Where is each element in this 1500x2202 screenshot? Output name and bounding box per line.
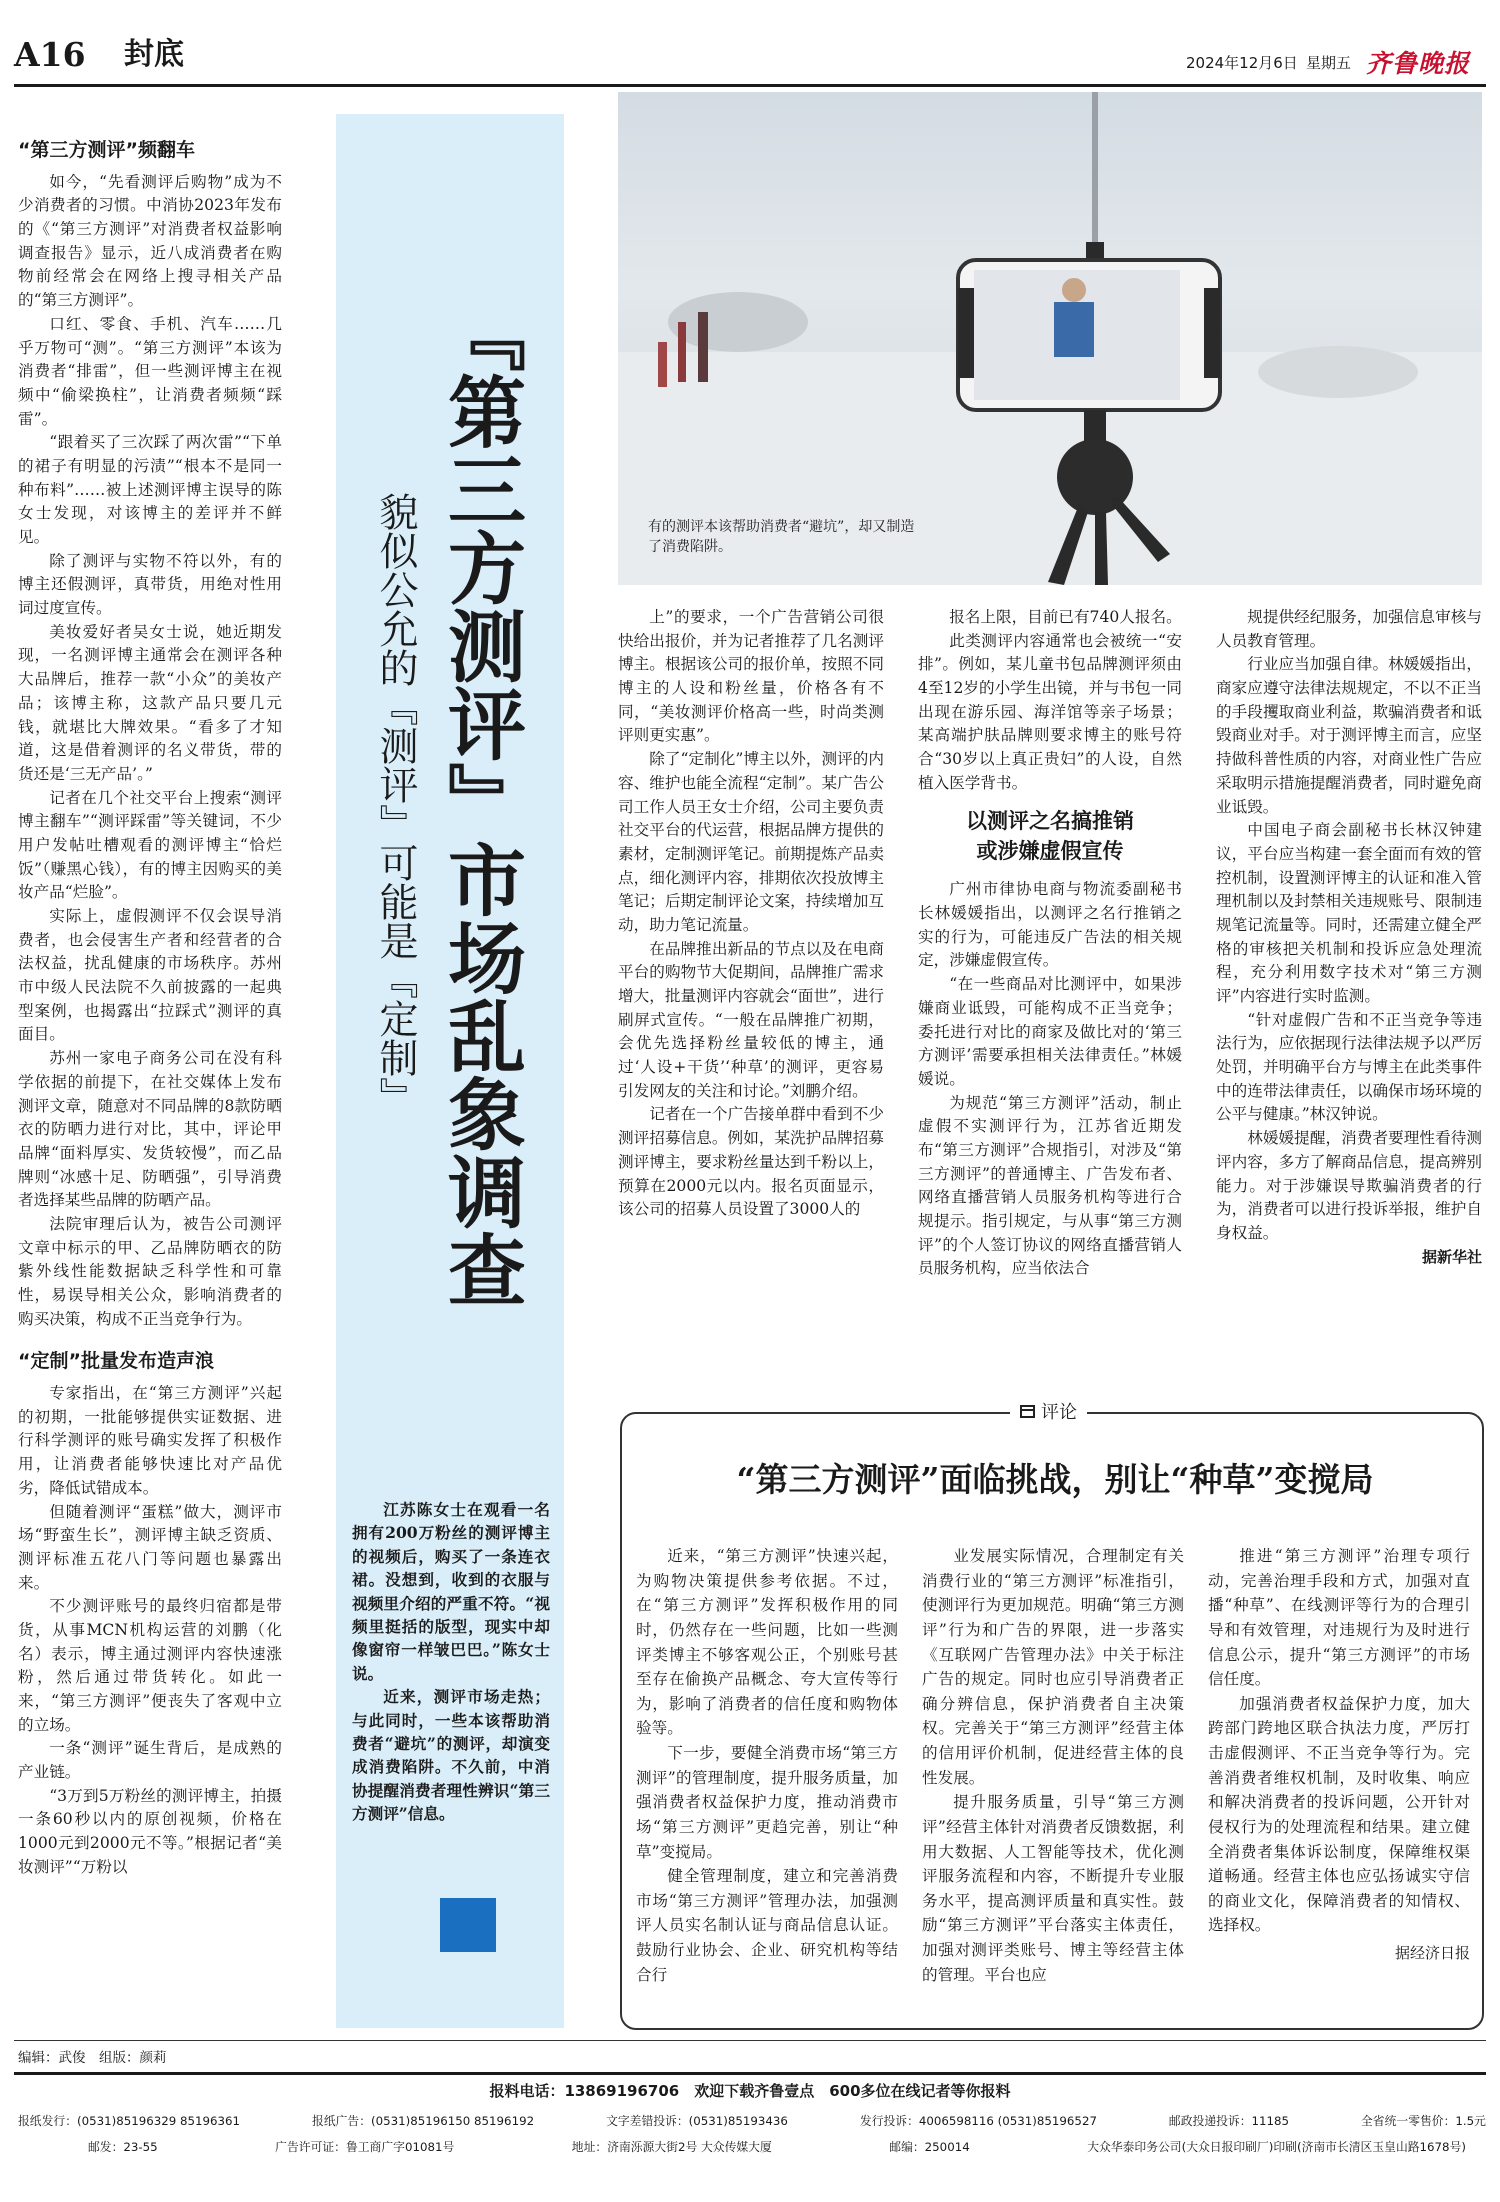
commentary-column-1 <box>636 1544 898 1987</box>
intro-paragraph: 近来，测评市场走热；与此同时，一些本该帮助消费者“避坑”的测评，却演变成消费陷阱。不久前，中消协提醒消费者理性辨识“第三方测评”信息。 <box>352 1687 550 1824</box>
commentary-column-2 <box>922 1544 1184 1987</box>
article-paragraph: 林媛媛提醒，消费者要理性看待测评内容，多方了解商品信息，提高辨别能力。对于涉嫌误导欺骗消费者的行为，消费者可以进行投诉举报，维护自身权益。 <box>1216 1129 1482 1242</box>
article-paragraph: 除了“定制化”博主以外，测评的内容、维护也能全流程“定制”。某广告公司工作人员王女士介绍，公司主要负责社交平台的代运营，根据品牌方提供的素材，定制测评笔记。前期提炼产品卖点，细化测评内容，排期依次投放博主笔记；后期定制评论文案，持续增加互动，助力笔记流量。 <box>618 750 884 934</box>
article-paragraph: 记者在一个广告接单群中看到不少测评招募信息。例如，某洗护品牌招募测评博主，要求粉丝量达到千粉以上，预算在2000元以内。报名页面显示，该公司的招募人员设置了3000人的 <box>618 1105 884 1219</box>
source-credit: 据新华社 <box>1421 1247 1482 1266</box>
column-5-paragraphs <box>1216 606 1482 1246</box>
column-1-paragraphs-a <box>18 171 282 1332</box>
article-paragraph: 口红、零食、手机、汽车……几乎万物可“测”。“第三方测评”本该为消费者“排雷”，但一些测评博主在视频中“偷梁换柱”，让消费者频频“踩雷”。 <box>18 314 282 428</box>
hotline-banner: 报料电话：13869196706 欢迎下载齐鲁壹点 600多位在线记者等你报料 <box>489 2082 1011 2100</box>
article-paragraph: 除了测评与实物不符以外，有的博主还假测评，真带货，用绝对性用词过度宣传。 <box>18 551 282 618</box>
intro-paragraph: 江苏陈女士在观看一名拥有200万粉丝的测评博主的视频后，购买了一条连衣裙。没想到，收到的衣服与视频里介绍的严重不符。“视频里挺括的版型，现实中却像窗帘一样皱巴巴。”陈女士说。 <box>352 1500 550 1683</box>
article-paragraph: 此类测评内容通常也会被统一“安排”。例如，某儿童书包品牌测评须由4至12岁的小学生出镜，并与书包一同出现在游乐园、海洋馆等亲子场景；某高端护肤品牌则要求博主的账号符合“30岁以上真正贵妇”的人设，自然植入医学背书。 <box>918 631 1182 792</box>
footer-imprint <box>18 2138 1486 2155</box>
footer-contacts <box>18 2112 1486 2129</box>
commentary-paragraph: 下一步，要健全消费市场“第三方测评”的管理制度，提升服务质量，加强消费者权益保护力度，推动消费市场“第三方测评”更趋完善，别让“种草”变搅局。 <box>636 1744 898 1861</box>
commentary-paragraph: 推进“第三方测评”治理专项行动，完善治理手段和方式，加强对直播“种草”、在线测评等行为的合理引导和有效管理，对违规行为及时进行信息公示，提升“第三方测评”的市场信任度。 <box>1208 1547 1470 1689</box>
tripod-phone-illustration <box>618 92 1482 585</box>
article-paragraph: 专家指出，在“第三方测评”兴起的初期，一批能够提供实证数据、进行科学测评的账号确实发挥了积极作用，让消费者能够快速比对产品优劣，降低试错成本。 <box>18 1384 282 1497</box>
intro-box <box>352 1498 550 1825</box>
column-1-paragraphs-b <box>18 1382 282 1879</box>
article-paragraph: 在品牌推出新品的节点以及在电商平台的购物节大促期间，品牌推广需求增大，批量测评内容就会“面世”，进行刷屏式宣传。“一般在品牌推广初期，会优先选择粉丝量较低的博主，通过‘人设+干货’‘种草’的测评，更容易引发网友的关注和讨论。”刘鹏介绍。 <box>618 939 884 1100</box>
column-4-paragraphs-a <box>918 606 1182 796</box>
article-paragraph: “跟着买了三次踩了两次雷”“下单的裙子有明显的污渍”“根本不是同一种布料”……被上述测评博主误导的陈女士发现，对该博主的差评并不鲜见。 <box>18 433 282 546</box>
footer-contact-item: 报纸发行：(0531)85196329 85196361 <box>18 2114 241 2128</box>
article-paragraph: “在一些商品对比测评中，如果涉嫌商业诋毁，可能构成不正当竞争；委托进行对比的商家及做比对的‘第三方测评’需要承担相关法律责任。”林媛媛说。 <box>918 975 1182 1088</box>
commentary-column-3-paragraphs <box>1208 1544 1470 1938</box>
commentary-paragraph: 业发展实际情况，合理制定有关消费行业的“第三方测评”标准指引，使测评行为更加规范。明确“第三方测评”行为和广告的界限，进一步落实《互联网广告管理办法》中关于标注广告的规定。同时也应引导消费者正确分辨信息，保护消费者自主决策权。完善关于“第三方测评”经营主体的信用评价机制，促进经营主体的良性发展。 <box>922 1547 1184 1787</box>
footer-contact-item: 全省统一零售价：1.5元 <box>1361 2114 1486 2128</box>
issue-date: 2024年12月6日 <box>1186 54 1298 72</box>
column-1 <box>18 134 282 1880</box>
commentary-tag-label: 评论 <box>1041 1402 1077 1423</box>
photo-caption: 有的测评本该帮助消费者“避坑”，却又制造了消费陷阱。 <box>648 519 915 556</box>
commentary-column-3 <box>1208 1544 1470 1966</box>
main-headline: 『第三方测评』市场乱象调查 <box>435 294 526 1308</box>
commentary-tag <box>1010 1398 1087 1424</box>
footer-imprint-item: 邮发：23-55 <box>88 2140 158 2154</box>
footer-contact-item: 文字差错投诉：(0531)85193436 <box>606 2114 788 2128</box>
article-paragraph: 记者在几个社交平台上搜索“测评博主翻车”“测评踩雷”等关键词，不少用户发帖吐槽观看的测评博主“恰烂饭”（赚黑心钱），有的博主因购买的美妆产品“烂脸”。 <box>18 788 282 902</box>
article-paragraph: 不少测评账号的最终归宿都是带货，从事MCN机构运营的刘鹏（化名）表示，博主通过测评内容快速涨粉，然后通过带货转化。如此一来，“第三方测评”便丧失了客观中立的立场。 <box>18 1597 282 1734</box>
column-3 <box>618 606 884 1222</box>
subheading-2: “定制”批量发布造声浪 <box>18 1350 214 1373</box>
subheading-3: 以测评之名搞推销 或涉嫌虚假宣传 <box>966 807 1134 863</box>
issue-weekday: 星期五 <box>1306 54 1352 72</box>
commentary-title: “第三方测评”面临挑战，别让“种草”变搅局 <box>736 1460 1374 1499</box>
comment-icon <box>1020 1405 1035 1418</box>
commentary-paragraph: 健全管理制度，建立和完善消费市场“第三方测评”管理办法，加强测评人员实名制认证与商品信息认证。鼓励行业协会、企业、研究机构等结合行 <box>636 1867 898 1984</box>
column-4-paragraphs-b <box>918 878 1182 1281</box>
article-paragraph: “针对虚假广告和不正当竞争等违法行为，应依据现行法律法规予以严厉处罚，并明确平台方与博主在此类事件中的连带法律责任，以确保市场环境的公平与健康。”林汉钟说。 <box>1216 1010 1482 1124</box>
editor-credits: 编辑：武俊 组版：颜莉 <box>18 2050 167 2066</box>
commentary-source: 据经济日报 <box>1394 1944 1470 1962</box>
footer-imprint-item: 大众华泰印务公司(大众日报印刷厂)印刷(济南市长清区玉皇山路1678号) <box>1087 2140 1466 2154</box>
article-paragraph: “3万到5万粉丝的测评博主，拍摄一条60秒以内的原创视频，价格在1000元到2000元不等。”根据记者“美妆测评”“万粉以 <box>18 1786 282 1876</box>
article-paragraph: 规提供经纪服务，加强信息审核与人员教育管理。 <box>1216 608 1482 650</box>
article-paragraph: 中国电子商会副秘书长林汉钟建议，平台应当构建一套全面而有效的管控机制，设置测评博主的认证和准入管理机制以及封禁相关违规账号、限制违规笔记流量等。同时，还需建立健全严格的审核把关机制和投诉应急处理流程，充分利用数字技术对“第三方测评”内容进行实时监测。 <box>1216 821 1482 1005</box>
article-paragraph: 如今，“先看测评后购物”成为不少消费者的习惯。中消协2023年发布的《“第三方测评”对消费者权益影响调查报告》显示，近八成消费者在购物前经常会在网络上搜寻相关产品的“第三方测评”。 <box>18 172 282 310</box>
footer-rule <box>14 2072 1486 2075</box>
bottom-rule <box>14 2040 1486 2041</box>
article-paragraph: 报名上限，目前已有740人报名。 <box>949 608 1182 626</box>
blue-block-decoration <box>440 1898 496 1952</box>
header-rule <box>14 84 1486 87</box>
footer-contact-item: 邮政投递投诉：11185 <box>1168 2114 1290 2128</box>
article-paragraph: 上”的要求，一个广告营销公司很快给出报价，并为记者推荐了几名测评博主。根据该公司的报价单，按照不同博主的人设和粉丝量，价格各有不同，“美妆测评价格高一些，时尚类测评则更实惠”。 <box>618 608 884 745</box>
subheading-1: “第三方测评”频翻车 <box>18 139 195 161</box>
page-number: A16 <box>14 35 86 74</box>
article-paragraph: 但随着测评“蛋糕”做大，测评市场“野蛮生长”，测评博主缺乏资质、测评标准五花八门等问题也暴露出来。 <box>18 1502 282 1592</box>
section-name: 封底 <box>124 37 184 72</box>
footer-imprint-item: 邮编：250014 <box>889 2140 970 2154</box>
article-paragraph: 广州市律协电商与物流委副秘书长林媛媛指出，以测评之名行推销之实的行为，可能违反广告法的相关规定，涉嫌虚假宣传。 <box>918 880 1182 970</box>
newspaper-logo: 齐鲁晚报 <box>1366 49 1471 78</box>
commentary-paragraph: 提升服务质量，引导“第三方测评”经营主体针对消费者反馈数据，利用大数据、人工智能等技术，优化测评服务流程和内容，不断提升专业服务水平，提高测评质量和真实性。鼓励“第三方测评”平台落实主体责任，加强对测评类账号、博主等经营主体的管理。平台也应 <box>922 1793 1184 1984</box>
footer-contact-item: 报纸广告：(0531)85196150 85196192 <box>312 2114 535 2128</box>
commentary-paragraph: 近来，“第三方测评”快速兴起，为购物决策提供参考依据。不过，在“第三方测评”发挥积极作用的同时，仍然存在一些问题，比如一些测评类博主不够客观公正，个别账号甚至存在偷换产品概念、夸大宣传等行为，影响了消费者的信任度和购物体验等。 <box>636 1547 898 1738</box>
footer-imprint-item: 地址：济南泺源大街2号 大众传媒大厦 <box>571 2140 772 2154</box>
headline-subtitle: 貌似公允的『测评』可能是『定制』 <box>373 492 418 1116</box>
article-paragraph: 实际上，虚假测评不仅会误导消费者，也会侵害生产者和经营者的合法权益，扰乱健康的市场秩序。苏州市中级人民法院不久前披露的一起典型案例，也揭露出“拉踩式”测评的真面目。 <box>18 907 282 1044</box>
column-4 <box>918 606 1182 1281</box>
column-5 <box>1216 606 1482 1268</box>
article-paragraph: 为规范“第三方测评”活动，制止虚假不实测评行为，江苏省近期发布“第三方测评”合规指引，对涉及“第三方测评”的普通博主、广告发布者、网络直播营销人员服务机构等进行合规提示。指引规定，与从事“第三方测评”的个人签订协议的网络直播营销人员服务机构，应当依法合 <box>918 1093 1182 1278</box>
article-paragraph: 法院审理后认为，被告公司测评文章中标示的甲、乙品牌防晒衣的防紫外线性能数据缺乏科学性和可靠性，易误导相关公众，影响消费者的购买决策，构成不正当竞争行为。 <box>18 1214 282 1328</box>
footer-contact-item: 发行投诉：4006598116 (0531)85196527 <box>859 2114 1097 2128</box>
article-paragraph: 苏州一家电子商务公司在没有科学依据的前提下，在社交媒体上发布测评文章，随意对不同品牌的8款防晒衣的防晒力进行对比，其中，评论甲品牌“面料厚实、发货较慢”，而乙品牌则“冰感十足、防晒强”，引导消费者选择某些品牌的防晒产品。 <box>18 1049 282 1210</box>
footer-imprint-item: 广告许可证：鲁工商广字01081号 <box>275 2140 455 2154</box>
article-paragraph: 一条“测评”诞生背后，是成熟的产业链。 <box>18 1739 282 1782</box>
article-paragraph: 美妆爱好者吴女士说，她近期发现，一名测评博主通常会在测评各种大品牌后，推荐一款“小众”的美妆产品；该博主称，这款产品只要几元钱，就堪比大牌效果。“看多了才知道，这是借着测评的名义带货，带的货还是‘三无产品’。” <box>18 622 282 783</box>
commentary-paragraph: 加强消费者权益保护力度，加大跨部门跨地区联合执法力度，严厉打击虚假测评、不正当竞争等行为。完善消费者维权机制，及时收集、响应和解决消费者的投诉问题，公开针对侵权行为的处理流程和结果。建立健全消费者集体诉讼制度，保障维权渠道畅通。经营主体也应弘扬诚实守信的商业文化，保障消费者的知情权、选择权。 <box>1208 1694 1470 1935</box>
phone-tripod-photo <box>618 92 1482 585</box>
article-paragraph: 行业应当加强自律。林媛媛指出，商家应遵守法律法规规定，不以不正当的手段攫取商业利益，欺骗消费者和诋毁商业对手。对于测评博主而言，应坚持做科普性质的内容，对商业性广告应采取明示措施提醒消费者，同时避免商业诋毁。 <box>1216 655 1482 816</box>
